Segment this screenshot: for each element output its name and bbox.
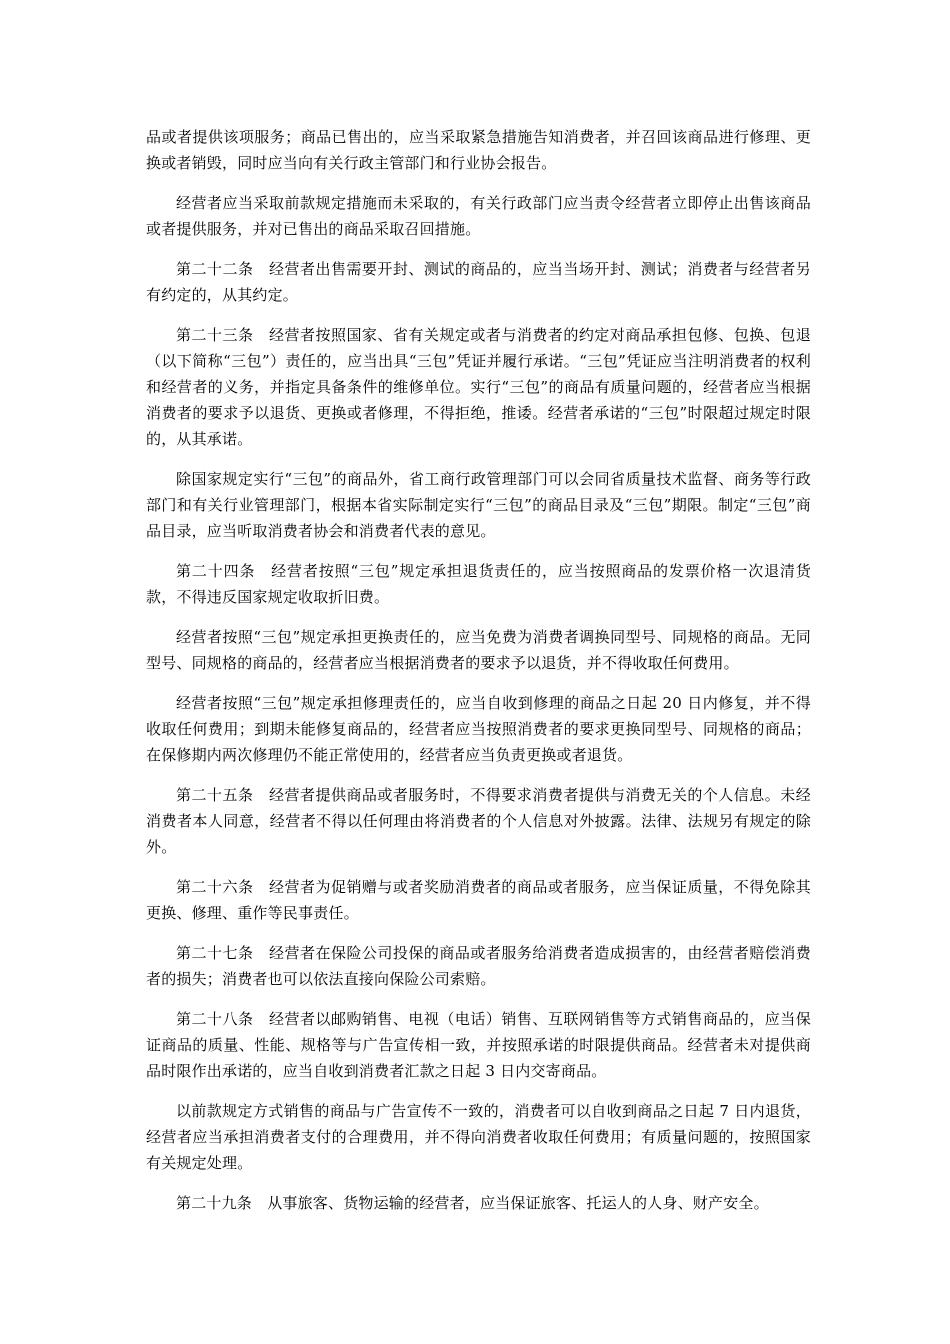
article-28: 第二十八条 经营者以邮购销售、电视（电话）销售、互联网销售等方式销售商品的，应当保证商品的质量、性能、规格等与广告宣传相一致，并按照承诺的时限提供商品。经营者未对提供商品时限作出承诺的，应当自收到消费者汇款之日起 3 日内交寄商品。: [146, 1010, 811, 1080]
article-23: 第二十三条 经营者按照国家、省有关规定或者与消费者的约定对商品承担包修、包换、包退（以下简称“三包”）责任的，应当出具“三包”凭证并履行承诺。“三包”凭证应当注明消费者的权利和经营者的义务，并指定具备条件的维修单位。实行“三包”的商品有质量问题的，经营者应当根据消费者的要求予以退货、更换或者修理，不得拒绝，推诿。经营者承诺的“三包”时限超过规定时限的，从其承诺。: [146, 326, 811, 448]
paragraph: 以前款规定方式销售的商品与广告宣传不一致的，消费者可以自收到商品之日起 7 日内退货，经营者应当承担消费者支付的合理费用，并不得向消费者收取任何费用；有质量问题的，按照国家有关规定处理。: [146, 1102, 811, 1172]
article-25: 第二十五条 经营者提供商品或者服务时，不得要求消费者提供与消费无关的个人信息。未经消费者本人同意，经营者不得以任何理由将消费者的个人信息对外披露。法律、法规另有规定的除外。: [146, 786, 811, 856]
article-29: 第二十九条 从事旅客、货物运输的经营者，应当保证旅客、托运人的人身、财产安全。: [176, 1194, 769, 1212]
paragraph: 经营者按照“三包”规定承担更换责任的，应当免费为消费者调换同型号、同规格的商品。无同型号、同规格的商品的，经营者应当根据消费者的要求予以退货，并不得收取任何费用。: [146, 628, 811, 672]
document-page: [146, 124, 811, 1230]
article-27: 第二十七条 经营者在保险公司投保的商品或者服务给消费者造成损害的，由经营者赔偿消费者的损失；消费者也可以依法直接向保险公司索赔。: [146, 944, 811, 988]
article-22: 第二十二条 经营者出售需要开封、测试的商品的，应当当场开封、测试；消费者与经营者另有约定的，从其约定。: [146, 260, 811, 304]
paragraph-continued: 品或者提供该项服务；商品已售出的，应当采取紧急措施告知消费者，并召回该商品进行修理、更换或者销毁，同时应当向有关行政主管部门和行业协会报告。: [146, 128, 811, 172]
paragraph: 经营者按照“三包”规定承担修理责任的，应当自收到修理的商品之日起 20 日内修复，并不得收取任何费用；到期未能修复商品的，经营者应当按照消费者的要求更换同型号、同规格的商品；在保修期内两次修理仍不能正常使用的，经营者应当负责更换或者退货。: [146, 694, 811, 764]
paragraph: 经营者应当采取前款规定措施而未采取的，有关行政部门应当责令经营者立即停止出售该商品或者提供服务，并对已售出的商品采取召回措施。: [146, 194, 811, 238]
article-24: 第二十四条 经营者按照“三包”规定承担退货责任的，应当按照商品的发票价格一次退清货款，不得违反国家规定收取折旧费。: [146, 562, 811, 606]
paragraph: 除国家规定实行“三包”的商品外，省工商行政管理部门可以会同省质量技术监督、商务等行政部门和有关行业管理部门，根据本省实际制定实行“三包”的商品目录及“三包”期限。制定“三包”商品目录，应当听取消费者协会和消费者代表的意见。: [146, 470, 811, 540]
article-26: 第二十六条 经营者为促销赠与或者奖励消费者的商品或者服务，应当保证质量，不得免除其更换、修理、重作等民事责任。: [146, 878, 811, 922]
